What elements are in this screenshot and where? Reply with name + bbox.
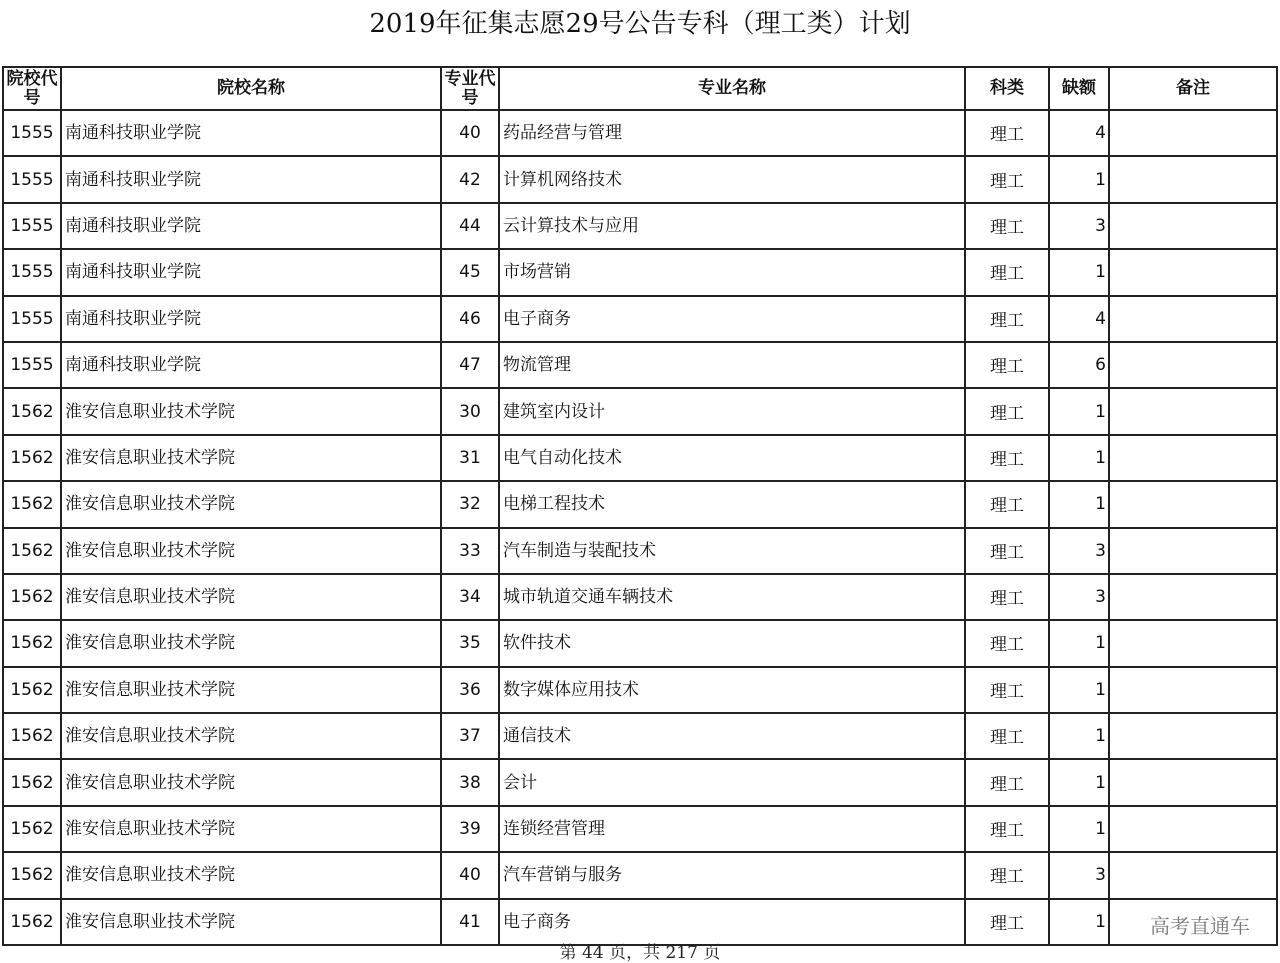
cell-major-name: 计算机网络技术 [499, 156, 965, 202]
cell-school-name: 淮安信息职业技术学院 [61, 388, 441, 434]
cell-major-name: 连锁经营管理 [499, 806, 965, 852]
cell-school-name: 淮安信息职业技术学院 [61, 806, 441, 852]
cell-vacancy: 1 [1049, 156, 1109, 202]
cell-vacancy: 6 [1049, 342, 1109, 388]
cell-major-name: 通信技术 [499, 713, 965, 759]
cell-major-code: 39 [441, 806, 499, 852]
cell-school-name: 南通科技职业学院 [61, 203, 441, 249]
cell-major-name: 电子商务 [499, 899, 965, 945]
table-row [3, 296, 1277, 342]
table-row [3, 806, 1277, 852]
cell-school-code: 1562 [3, 759, 61, 805]
cell-major-code: 42 [441, 156, 499, 202]
cell-school-name: 南通科技职业学院 [61, 296, 441, 342]
cell-vacancy: 1 [1049, 620, 1109, 666]
cell-note [1109, 620, 1277, 666]
cell-category: 理工 [965, 667, 1049, 713]
cell-school-name: 淮安信息职业技术学院 [61, 667, 441, 713]
cell-school-name: 淮安信息职业技术学院 [61, 852, 441, 898]
cell-major-code: 41 [441, 899, 499, 945]
cell-major-code: 30 [441, 388, 499, 434]
cell-major-name: 建筑室内设计 [499, 388, 965, 434]
table-row [3, 620, 1277, 666]
cell-major-code: 34 [441, 574, 499, 620]
table-row [3, 528, 1277, 574]
cell-vacancy: 3 [1049, 574, 1109, 620]
cell-major-code: 45 [441, 249, 499, 295]
cell-category: 理工 [965, 388, 1049, 434]
cell-major-name: 云计算技术与应用 [499, 203, 965, 249]
header-vacancy: 缺额 [1049, 67, 1109, 110]
cell-school-name: 南通科技职业学院 [61, 342, 441, 388]
cell-category: 理工 [965, 156, 1049, 202]
cell-category: 理工 [965, 435, 1049, 481]
table-row [3, 435, 1277, 481]
cell-note [1109, 759, 1277, 805]
cell-major-name: 电子商务 [499, 296, 965, 342]
cell-category: 理工 [965, 759, 1049, 805]
cell-note [1109, 203, 1277, 249]
cell-note [1109, 110, 1277, 156]
cell-school-name: 淮安信息职业技术学院 [61, 759, 441, 805]
cell-school-code: 1562 [3, 806, 61, 852]
cell-vacancy: 4 [1049, 296, 1109, 342]
cell-vacancy: 3 [1049, 852, 1109, 898]
cell-note [1109, 342, 1277, 388]
cell-school-name: 南通科技职业学院 [61, 110, 441, 156]
cell-note [1109, 249, 1277, 295]
cell-category: 理工 [965, 296, 1049, 342]
cell-major-name: 软件技术 [499, 620, 965, 666]
cell-note [1109, 481, 1277, 527]
cell-major-name: 数字媒体应用技术 [499, 667, 965, 713]
cell-school-code: 1562 [3, 481, 61, 527]
cell-vacancy: 1 [1049, 899, 1109, 945]
cell-note [1109, 528, 1277, 574]
header-category: 科类 [965, 67, 1049, 110]
table-row [3, 667, 1277, 713]
cell-major-name: 汽车营销与服务 [499, 852, 965, 898]
cell-major-name: 会计 [499, 759, 965, 805]
cell-major-code: 37 [441, 713, 499, 759]
cell-major-code: 44 [441, 203, 499, 249]
cell-major-name: 电梯工程技术 [499, 481, 965, 527]
cell-major-name: 汽车制造与装配技术 [499, 528, 965, 574]
cell-school-code: 1555 [3, 249, 61, 295]
header-school-name: 院校名称 [61, 67, 441, 110]
header-note: 备注 [1109, 67, 1277, 110]
cell-school-code: 1562 [3, 528, 61, 574]
cell-category: 理工 [965, 203, 1049, 249]
cell-school-code: 1562 [3, 620, 61, 666]
table-row [3, 852, 1277, 898]
table-row [3, 388, 1277, 434]
table-row [3, 342, 1277, 388]
cell-major-name: 物流管理 [499, 342, 965, 388]
cell-school-name: 淮安信息职业技术学院 [61, 713, 441, 759]
table-header-row [3, 67, 1277, 110]
cell-major-name: 药品经营与管理 [499, 110, 965, 156]
cell-note [1109, 574, 1277, 620]
cell-note [1109, 388, 1277, 434]
cell-school-code: 1555 [3, 342, 61, 388]
cell-school-code: 1562 [3, 574, 61, 620]
cell-major-code: 47 [441, 342, 499, 388]
table-row [3, 249, 1277, 295]
table-row [3, 203, 1277, 249]
cell-vacancy: 1 [1049, 759, 1109, 805]
cell-vacancy: 3 [1049, 528, 1109, 574]
cell-vacancy: 4 [1049, 110, 1109, 156]
cell-major-code: 32 [441, 481, 499, 527]
header-major-name: 专业名称 [499, 67, 965, 110]
page-title: 2019年征集志愿29号公告专科（理工类）计划 [369, 9, 911, 39]
cell-category: 理工 [965, 806, 1049, 852]
cell-category: 理工 [965, 342, 1049, 388]
cell-school-code: 1555 [3, 296, 61, 342]
cell-vacancy: 1 [1049, 249, 1109, 295]
cell-category: 理工 [965, 899, 1049, 945]
cell-school-name: 淮安信息职业技术学院 [61, 899, 441, 945]
cell-school-code: 1555 [3, 110, 61, 156]
table-row [3, 110, 1277, 156]
table-row [3, 156, 1277, 202]
cell-category: 理工 [965, 528, 1049, 574]
plan-table [2, 66, 1278, 946]
cell-school-name: 南通科技职业学院 [61, 156, 441, 202]
cell-school-name: 淮安信息职业技术学院 [61, 481, 441, 527]
cell-school-code: 1562 [3, 899, 61, 945]
cell-school-code: 1562 [3, 713, 61, 759]
table-row [3, 574, 1277, 620]
cell-school-name: 淮安信息职业技术学院 [61, 528, 441, 574]
cell-school-code: 1562 [3, 388, 61, 434]
cell-major-code: 35 [441, 620, 499, 666]
watermark-text: 高考直通车 [1150, 914, 1250, 938]
cell-category: 理工 [965, 249, 1049, 295]
cell-note [1109, 713, 1277, 759]
cell-school-name: 南通科技职业学院 [61, 249, 441, 295]
cell-major-code: 38 [441, 759, 499, 805]
cell-major-code: 36 [441, 667, 499, 713]
cell-note [1109, 852, 1277, 898]
cell-school-code: 1555 [3, 156, 61, 202]
cell-category: 理工 [965, 574, 1049, 620]
cell-category: 理工 [965, 713, 1049, 759]
cell-major-code: 46 [441, 296, 499, 342]
cell-vacancy: 1 [1049, 806, 1109, 852]
cell-major-code: 33 [441, 528, 499, 574]
cell-school-name: 淮安信息职业技术学院 [61, 574, 441, 620]
cell-school-code: 1555 [3, 203, 61, 249]
cell-note [1109, 435, 1277, 481]
cell-note [1109, 667, 1277, 713]
cell-major-code: 40 [441, 852, 499, 898]
cell-major-name: 市场营销 [499, 249, 965, 295]
table-row [3, 481, 1277, 527]
cell-major-name: 城市轨道交通车辆技术 [499, 574, 965, 620]
cell-vacancy: 1 [1049, 713, 1109, 759]
cell-category: 理工 [965, 110, 1049, 156]
cell-vacancy: 1 [1049, 388, 1109, 434]
cell-note [1109, 156, 1277, 202]
cell-major-code: 31 [441, 435, 499, 481]
cell-note [1109, 296, 1277, 342]
cell-vacancy: 1 [1049, 481, 1109, 527]
cell-school-code: 1562 [3, 667, 61, 713]
cell-vacancy: 3 [1049, 203, 1109, 249]
cell-note [1109, 806, 1277, 852]
cell-vacancy: 1 [1049, 435, 1109, 481]
cell-school-code: 1562 [3, 435, 61, 481]
cell-major-name: 电气自动化技术 [499, 435, 965, 481]
cell-vacancy: 1 [1049, 667, 1109, 713]
header-major-code: 专业代号 [441, 67, 499, 110]
page-footer: 第 44 页，共 217 页 [559, 943, 721, 963]
table-row [3, 759, 1277, 805]
cell-school-code: 1562 [3, 852, 61, 898]
cell-school-name: 淮安信息职业技术学院 [61, 435, 441, 481]
header-school-code: 院校代号 [3, 67, 61, 110]
cell-major-code: 40 [441, 110, 499, 156]
table-row [3, 713, 1277, 759]
table-body [3, 110, 1277, 945]
cell-category: 理工 [965, 481, 1049, 527]
cell-category: 理工 [965, 852, 1049, 898]
cell-category: 理工 [965, 620, 1049, 666]
cell-school-name: 淮安信息职业技术学院 [61, 620, 441, 666]
